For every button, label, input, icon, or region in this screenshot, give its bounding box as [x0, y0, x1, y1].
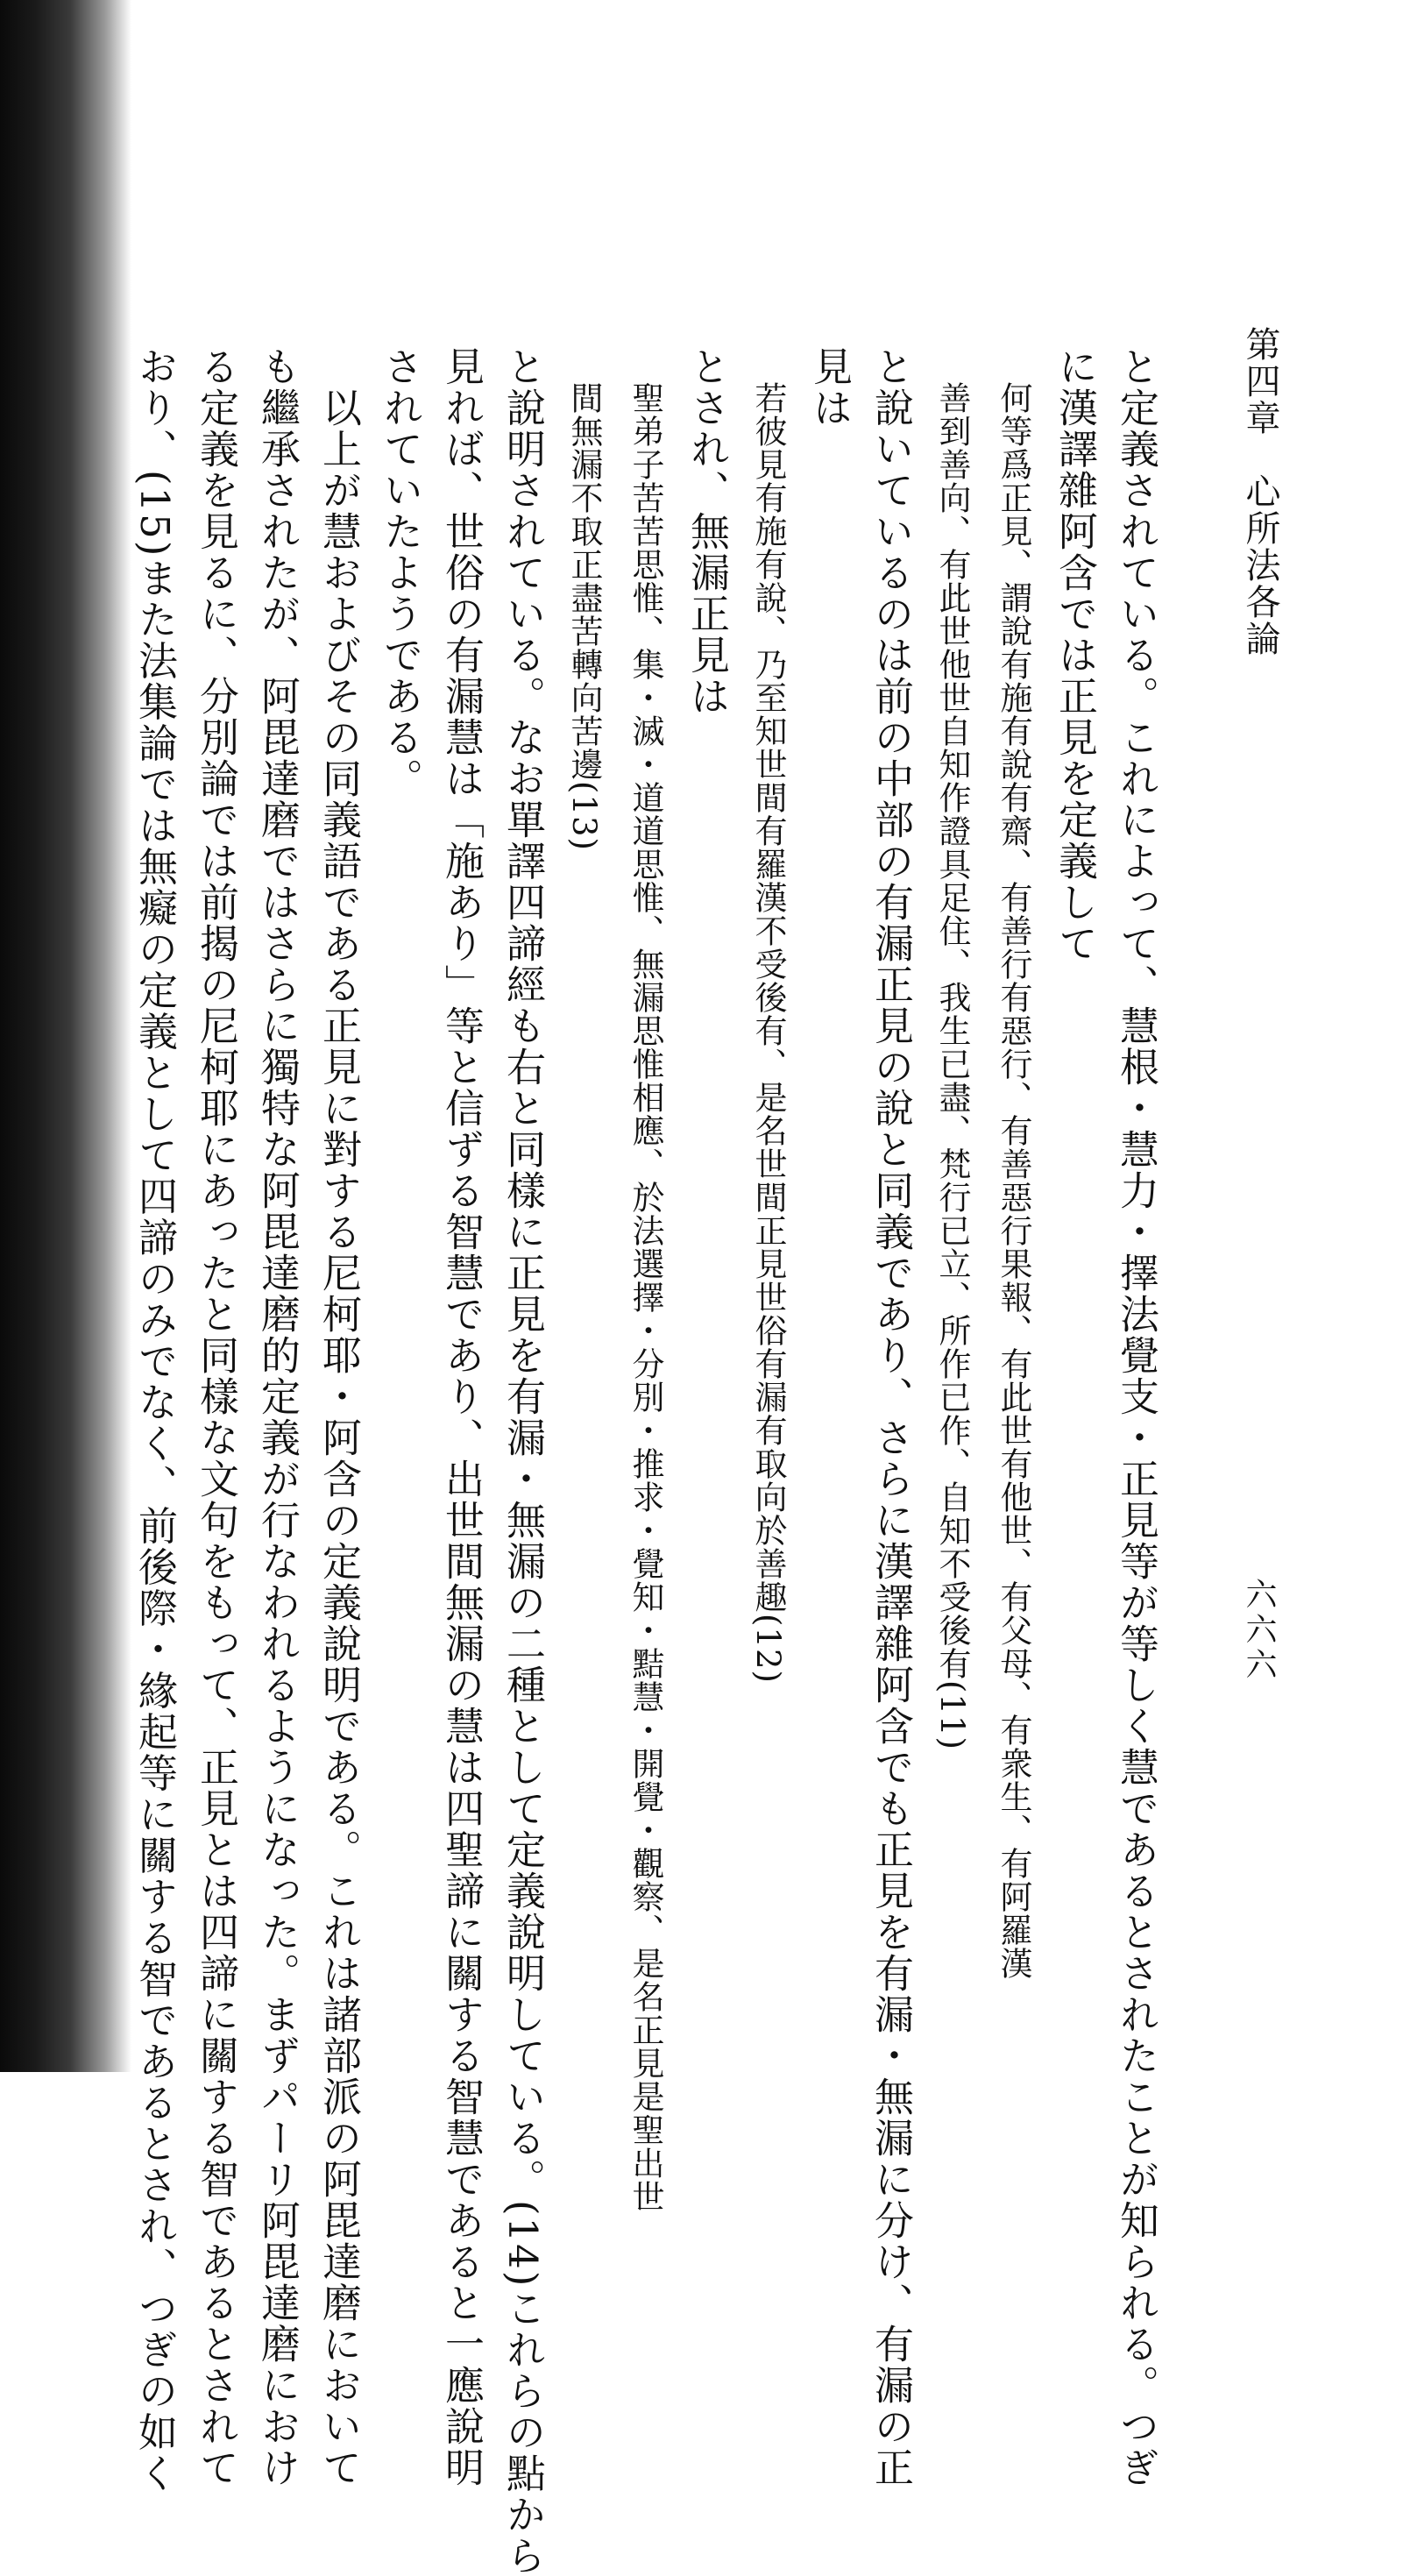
quote-column: 何等爲正見、謂說有施有說有齋、有善行有惡行、有善惡行果報、有此世有他世、有父母、有衆生、有阿羅漢 [995, 381, 1032, 1980]
quote-column: 間無漏不取正盡苦轉向苦邊(13) [565, 381, 603, 851]
chapter-title: 第四章 心所法各論 [1240, 326, 1280, 657]
quote-column: 若彼見有施有說、乃至知世間有羅漢不受後有、是名世間正見世俗有漏有取向於善趣(12) [749, 381, 787, 1684]
text-column: と定義されている。これによって、慧根・慧力・擇法覺支・正見等が等しく慧であるとされたことが知られる。つぎ [1113, 346, 1159, 2488]
text-column: おり、(15)また法集論では無癡の定義として四諦のみでなく、前後際・緣起等に關する智であるとされ、つぎの如く [131, 346, 178, 2494]
quote-column: 善到善向、有此世他世自知作證具足住、我生已盡、梵行已立、所作已作、自知不受後有(11) [933, 381, 971, 1750]
text-column: と說明されている。なお單譯四諦經も右と同樣に正見を有漏・無漏の二種として定義說明している。(14)これらの點から [500, 346, 546, 2576]
scan-gutter-shadow [0, 0, 131, 2072]
text-column: 見れば、世俗の有漏慧は「施あり」等と信ずる智慧であり、出世間無漏の慧は四聖諦に關する智慧であると一應說明 [438, 346, 485, 2488]
page-number: 六六六 [1241, 1578, 1277, 1683]
quote-column: 聖弟子苦苦思惟、集・滅・道道思惟、無漏思惟相應、於法選擇・分別・推求・覺知・黠慧・開覺・觀察、是名正見是聖出世 [627, 381, 664, 2213]
text-column: と說いているのは前の中部の有漏正見の說と同義であり、さらに漢譯雜阿含でも正見を有漏・無漏に分け、有漏の正 [868, 346, 914, 2488]
text-column: も繼承されたが、阿毘達磨ではさらに獨特な阿毘達磨的定義が行なわれるようになった。まずパーリ阿毘達磨におけ [254, 346, 301, 2488]
text-column: されていたようである。 [377, 346, 423, 799]
text-column: に漢譯雜阿含では正見を定義して [1052, 346, 1098, 964]
text-column: 見は [806, 346, 853, 429]
text-column: る定義を見るに、分別論では前揭の尼柯耶にあったと同樣な文句をもって、正見とは四諦に關する智であるとされて [193, 346, 239, 2488]
text-column: とされ、無漏正見は [684, 346, 730, 717]
text-column: 以上が慧およびその同義語である正見に對する尼柯耶・阿含の定義說明である。これは諸部派の阿毘達磨において [315, 346, 362, 2488]
body-text [124, 346, 1166, 2576]
